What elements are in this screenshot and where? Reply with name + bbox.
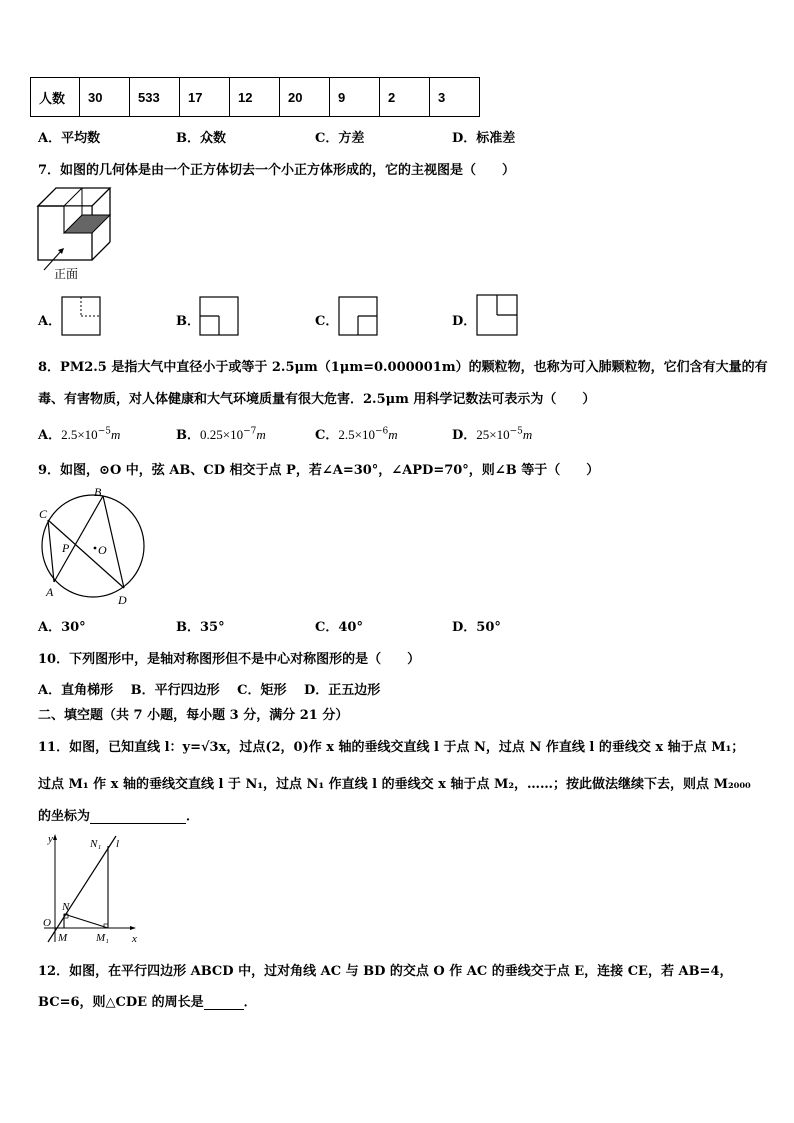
option-letter: C．	[315, 131, 339, 146]
q6-option-d[interactable]	[452, 127, 515, 146]
q12-prompt-text: BC=6，则△CDE 的周长是	[38, 995, 204, 1010]
q7-option-b-figure	[199, 296, 241, 338]
option-letter: D．	[452, 314, 477, 329]
option-letter: A．	[38, 428, 62, 443]
q9-option-d[interactable]	[452, 616, 501, 635]
option-letter: B．	[176, 620, 200, 635]
q8-stem-line1: 8．PM2.5 是指大气中直径小于或等于 2.5μm（1μm=0.000001m）的颗粒物，也称为可入肺颗粒物，它们含有大量的有	[38, 360, 768, 375]
q8-option-d[interactable]	[452, 424, 532, 443]
label-m: M	[58, 932, 68, 944]
q11-stem-line1: 11．如图，已知直线 l：y=√3x，过点(2，0)作 x 轴的垂线交直线 l 于点 N，过点 N 作直线 l 的垂线交 x 轴于点 M₁；	[38, 740, 745, 755]
option-letter: B．	[176, 314, 200, 329]
table-cell: 3	[430, 78, 480, 117]
label-c: C	[39, 507, 48, 521]
table-row	[31, 78, 480, 117]
option-unit: m	[522, 427, 533, 442]
option-text: 方差	[338, 131, 365, 146]
label-p: P	[62, 541, 70, 555]
table-cell: 9	[330, 78, 380, 117]
q9-stem: 9．如图，⊙O 中，弦 AB、CD 相交于点 P，若∠A=30°，∠APD=70°，则∠B 等于（ ）	[38, 463, 600, 478]
answer-blank[interactable]	[204, 997, 244, 1010]
q7-option-a[interactable]	[38, 310, 61, 329]
label-y: y	[48, 833, 53, 845]
option-text: 平均数	[61, 131, 101, 146]
q11-coordinate-figure	[40, 830, 150, 946]
option-exponent: −7	[243, 426, 257, 437]
label-x: x	[132, 933, 137, 945]
label-o: O	[43, 917, 51, 929]
label-o: O	[98, 543, 107, 557]
option-exponent: −6	[374, 426, 389, 437]
option-mantissa: 25×10	[476, 427, 510, 442]
option-exponent: −5	[97, 426, 111, 437]
q8-option-a[interactable]	[38, 424, 120, 443]
q8-stem-line2: 毒、有害物质，对人体健康和大气环境质量有很大危害．2.5μm 用科学记数法可表示为（ ）	[38, 392, 596, 407]
label-n: N	[62, 901, 70, 913]
option-letter: C．	[315, 428, 339, 443]
q9-option-a[interactable]	[38, 616, 86, 635]
q7-option-d[interactable]	[452, 310, 476, 329]
q10-stem: 10．下列图形中，是轴对称图形但不是中心对称图形的是（ ）	[38, 652, 421, 667]
table-cell: 12	[230, 78, 280, 117]
option-unit: m	[256, 427, 266, 442]
q7-front-label: 正面	[54, 267, 79, 281]
q12-stem-line2: BC=6，则△CDE 的周长是 ．	[38, 995, 257, 1010]
section-heading: 二、填空题（共 7 小题，每小题 3 分，满分 21 分）	[38, 708, 349, 723]
option-letter: A．	[38, 131, 62, 146]
option-letter: C．	[315, 620, 339, 635]
table-cell: 30	[80, 78, 130, 117]
option-text: 标准差	[476, 131, 516, 146]
option-letter: B．	[176, 131, 200, 146]
q7-option-a-figure	[61, 296, 103, 338]
q12-stem-line1: 12．如图，在平行四边形 ABCD 中，过对角线 AC 与 BD 的交点 O 作 AC 的垂线交于点 E，连接 CE，若 AB=4，	[38, 964, 733, 979]
label-n1: N₁	[90, 838, 102, 850]
q7-solid-figure	[34, 182, 114, 282]
label-b: B	[94, 485, 102, 499]
option-exponent: −5	[509, 426, 523, 437]
q8-option-c[interactable]	[315, 424, 398, 443]
label-m1: M₁	[96, 932, 109, 944]
option-unit: m	[110, 427, 121, 442]
q8-option-b[interactable]	[176, 424, 266, 443]
q7-option-d-figure	[476, 294, 520, 338]
option-text: 40°	[338, 620, 363, 635]
option-mantissa: 2.5×10	[61, 427, 98, 442]
table-cell: 20	[280, 78, 330, 117]
frequency-table	[30, 77, 480, 117]
q7-option-b[interactable]	[176, 310, 200, 329]
option-letter: A．	[38, 314, 62, 329]
q7-stem: 7．如图的几何体是由一个正方体切去一个小正方体形成的，它的主视图是（ ）	[38, 163, 516, 178]
answer-blank[interactable]	[90, 811, 186, 824]
q11-stem-line3: 的坐标为 ．	[38, 809, 200, 824]
option-text: 众数	[200, 131, 227, 146]
table-header-cell: 人数	[31, 78, 80, 117]
q9-option-c[interactable]	[315, 616, 363, 635]
q6-option-a[interactable]	[38, 127, 100, 146]
table-cell: 17	[180, 78, 230, 117]
option-text: 35°	[200, 620, 225, 635]
option-letter: D．	[452, 428, 477, 443]
option-letter: A．	[38, 620, 62, 635]
table-cell: 2	[380, 78, 430, 117]
table-cell: 533	[130, 78, 180, 117]
q11-stem-line2: 过点 M₁ 作 x 轴的垂线交直线 l 于 N₁，过点 N₁ 作直线 l 的垂线交 x 轴于点 M₂，……；按此做法继续下去，则点 M₂₀₀₀	[38, 777, 751, 792]
q9-circle-figure	[34, 482, 154, 608]
option-mantissa: 2.5×10	[338, 427, 375, 442]
q11-prompt-text: 的坐标为	[38, 809, 91, 824]
q9-option-b[interactable]	[176, 616, 225, 635]
q7-option-c[interactable]	[315, 310, 338, 329]
option-mantissa: 0.25×10	[200, 427, 244, 442]
option-letter: D．	[452, 620, 477, 635]
option-unit: m	[388, 427, 398, 442]
q6-option-c[interactable]	[315, 127, 364, 146]
label-l: l	[116, 838, 120, 850]
option-text: 50°	[476, 620, 501, 635]
q10-options[interactable]: A．直角梯形 B．平行四边形 C．矩形 D．正五边形	[38, 683, 381, 698]
option-letter: D．	[452, 131, 477, 146]
label-d: D	[118, 593, 127, 607]
option-letter: C．	[315, 314, 339, 329]
q7-option-c-figure	[338, 296, 380, 338]
option-letter: B．	[176, 428, 200, 443]
q6-option-b[interactable]	[176, 127, 226, 146]
option-text: 30°	[61, 620, 86, 635]
label-a: A	[46, 585, 54, 599]
